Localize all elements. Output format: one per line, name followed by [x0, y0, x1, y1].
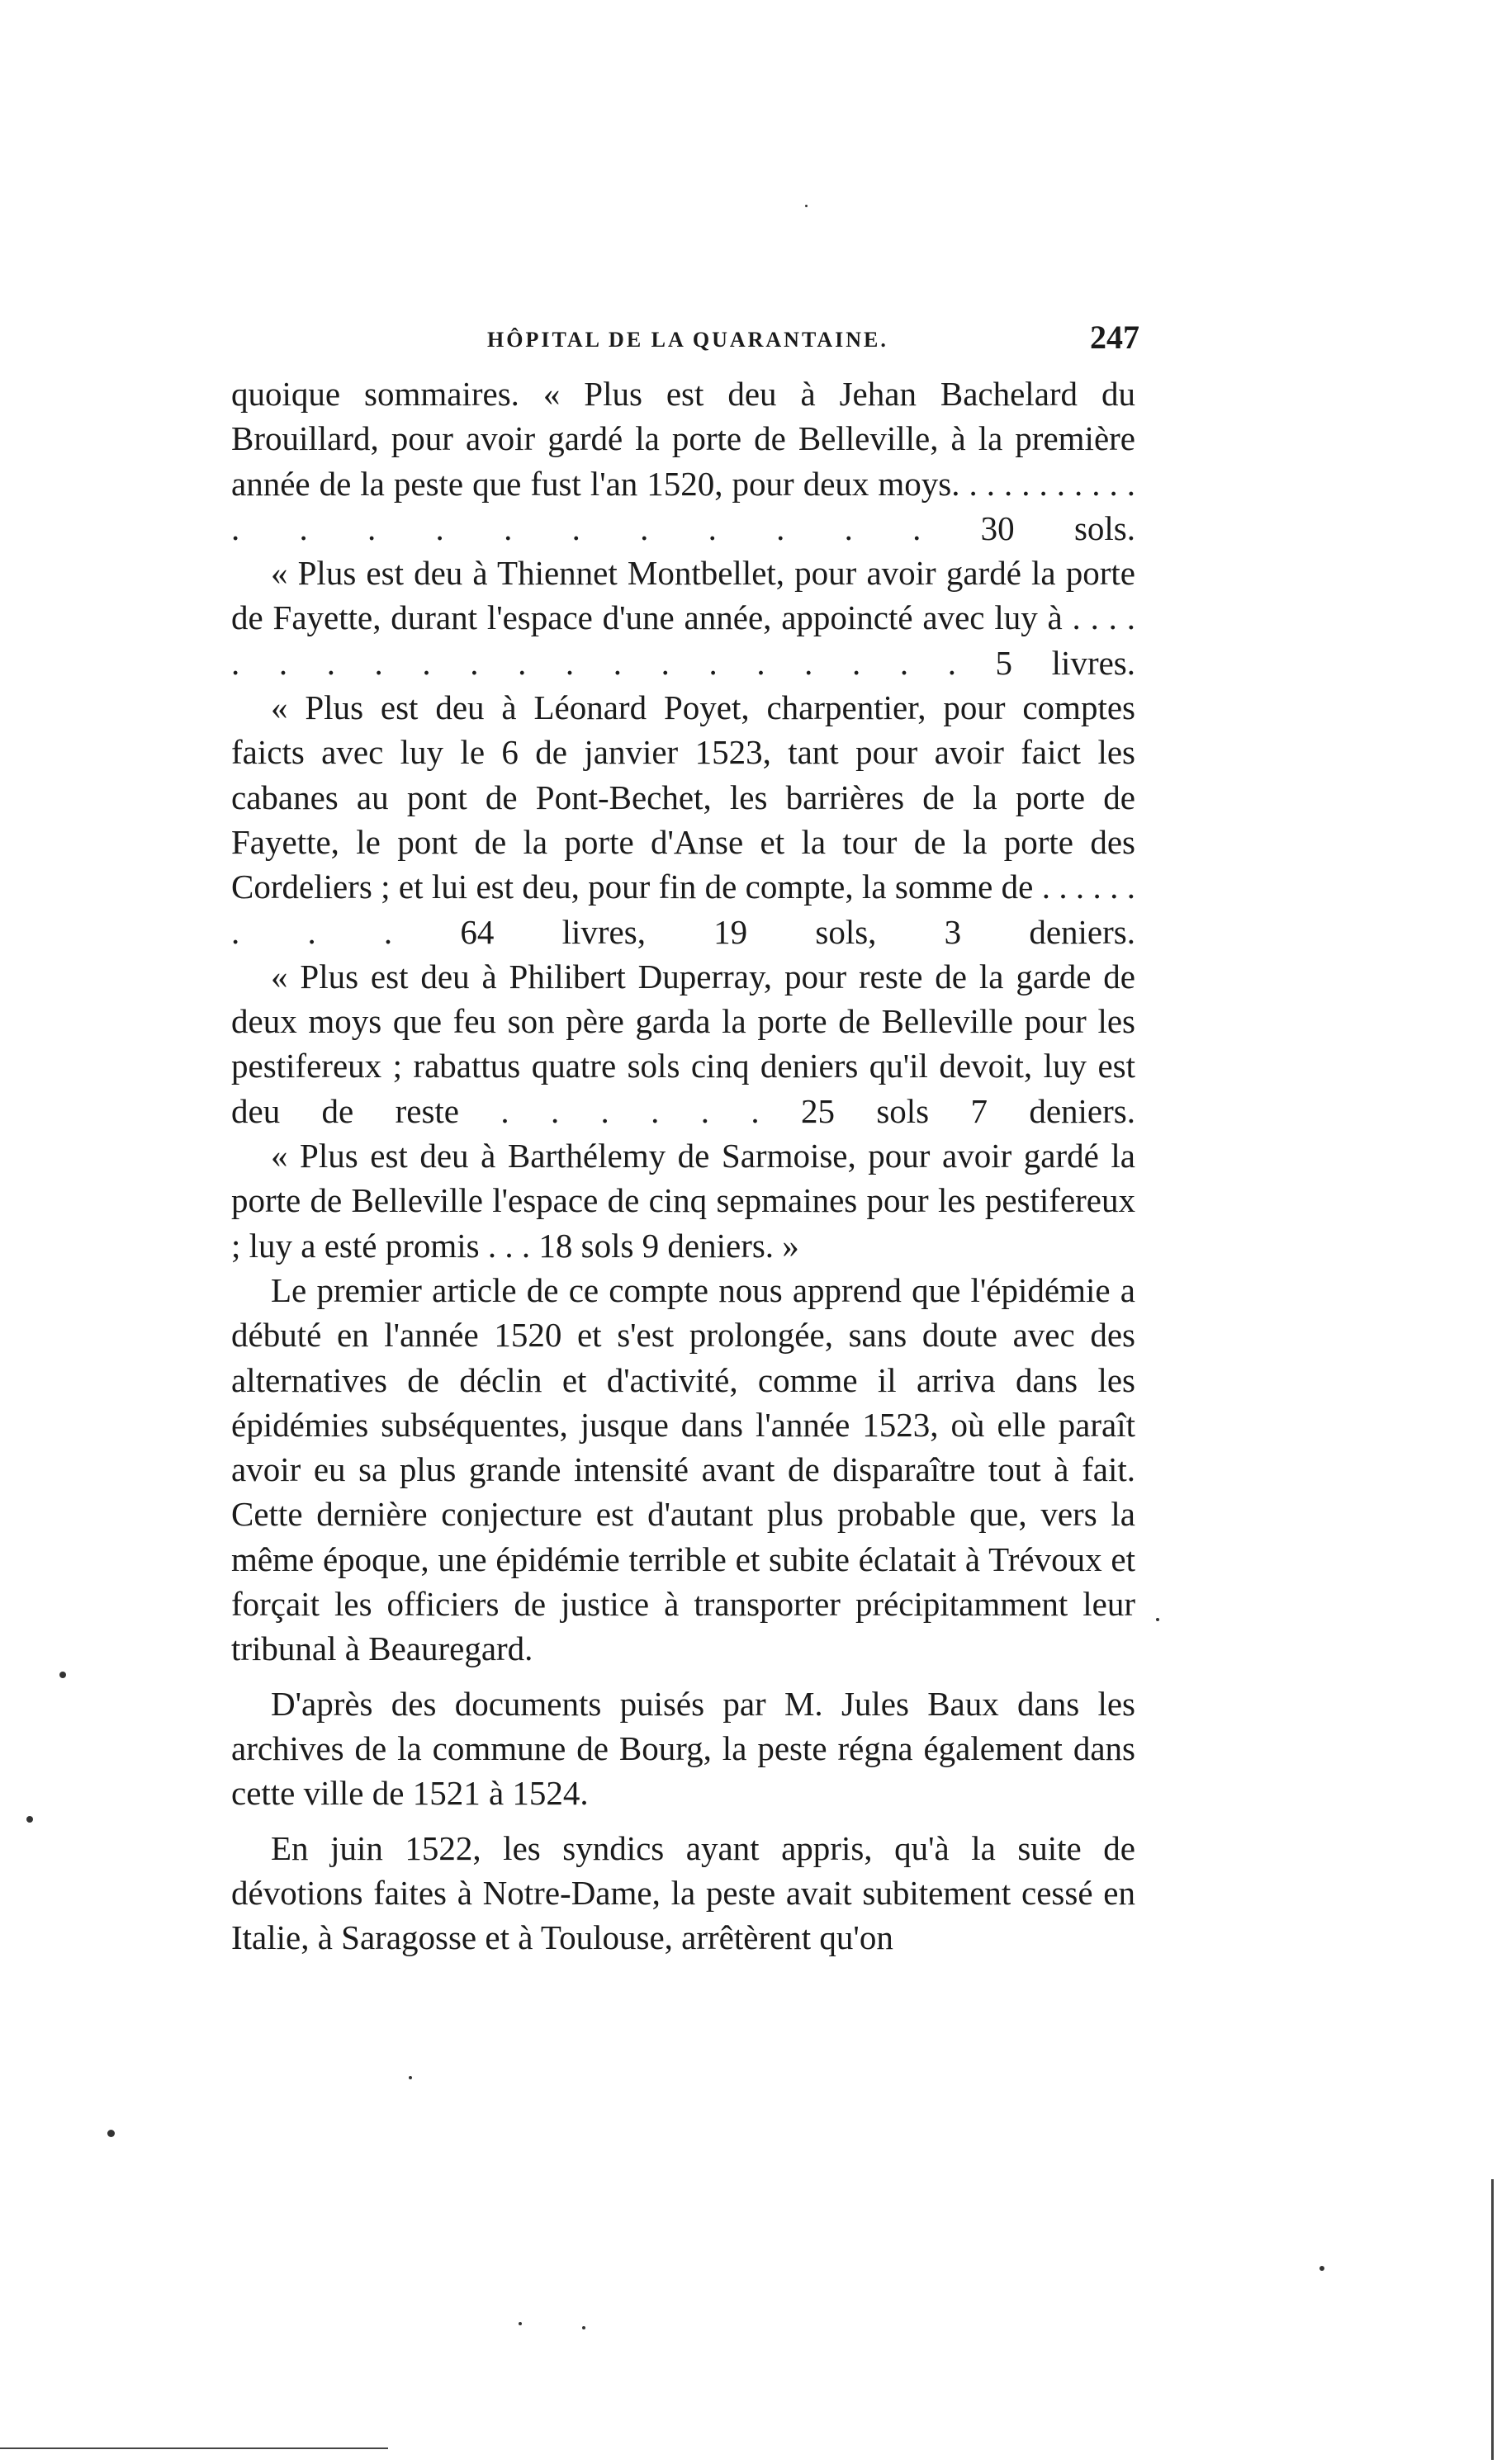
scan-speck — [1156, 1618, 1159, 1621]
paragraph-bourg-archives: D'après des documents puisés par M. Jules Baux dans les archives de la commune de Bourg, la peste régna également dans cette ville de 1521 à 1524. — [231, 1684, 1135, 1813]
body-text — [231, 371, 1135, 1960]
page-number: 247 — [1090, 319, 1139, 356]
page-header — [231, 318, 1139, 367]
scan-speck — [107, 2130, 115, 2137]
scan-speck — [26, 1816, 33, 1823]
account-entry-bachelard: quoique sommaires. « Plus est deu à Jehan Bachelard du Brouillard, pour avoir gardé la porte de Belleville, à la première année de la peste que fust l'an 1520, pour deux moys. . . . . . . . . . . . . . . . . . . . . . 30 sols. — [231, 375, 1135, 547]
running-title: HÔPITAL DE LA QUARANTAINE. — [487, 328, 888, 352]
account-entry-sarmoise: « Plus est deu à Barthélemy de Sarmoise, pour avoir gardé la porte de Belleville l'espace de cinq sepmaines pour les pestifereux ; luy a esté promis . . . 18 sols 9 deniers. » — [231, 1137, 1135, 1265]
scan-speck — [409, 2076, 412, 2079]
account-entry-poyet: « Plus est deu à Léonard Poyet, charpentier, pour comptes faicts avec luy le 6 de janvier 1523, tant pour avoir faict les cabanes au pont de Pont-Bechet, les barrières de la porte de Fayette, le pont de la porte d'Anse et la tour de la porte des Cordeliers ; et lui est deu, pour fin de compte, la somme de . . . . . . . . . 64 livres, 19 sols, 3 deniers. — [231, 688, 1135, 951]
scan-speck — [805, 205, 808, 207]
scan-edge-line — [0, 2447, 388, 2449]
paragraph-syndics: En juin 1522, les syndics ayant appris, qu'à la suite de dévotions faites à Notre-Dame, la peste avait subitement cessé en Italie, à Saragosse et à Toulouse, arrêtèrent qu'on — [231, 1828, 1135, 1957]
scan-speck — [582, 2326, 585, 2329]
scan-edge-line — [1491, 2179, 1494, 2460]
paragraph-epidemic-commentary: Le premier article de ce compte nous apprend que l'épidémie a débuté en l'année 1520 et s'est prolongée, sans doute avec des alternatives de déclin et d'activité, comme il arriva dans les épidémies subséquentes, jusque dans l'année 1523, où elle paraît avoir eu sa plus grande intensité avant de disparaître tout à fait. Cette dernière conjecture est d'autant plus probable que, vers la même époque, une épidémie terrible et subite éclatait à Trévoux et forçait les officiers de justice à transporter précipitamment leur tribunal à Beauregard. — [231, 1270, 1135, 1668]
scan-speck — [59, 1672, 66, 1678]
account-entry-duperray: « Plus est deu à Philibert Duperray, pour reste de la garde de deux moys que feu son père garda la porte de Belleville pour les pestifereux ; rabattus quatre sols cinq deniers qu'il devoit, luy est deu de reste . . . . . . 25 sols 7 deniers. — [231, 957, 1135, 1130]
account-entry-montbellet: « Plus est deu à Thiennet Montbellet, pour avoir gardé la porte de Fayette, durant l'espace d'une année, appoincté avec luy à . . . . . . . . . . . . . . . . . . . . 5 livres. — [231, 554, 1135, 682]
scan-speck — [1319, 2266, 1324, 2271]
scan-speck — [519, 2322, 522, 2325]
